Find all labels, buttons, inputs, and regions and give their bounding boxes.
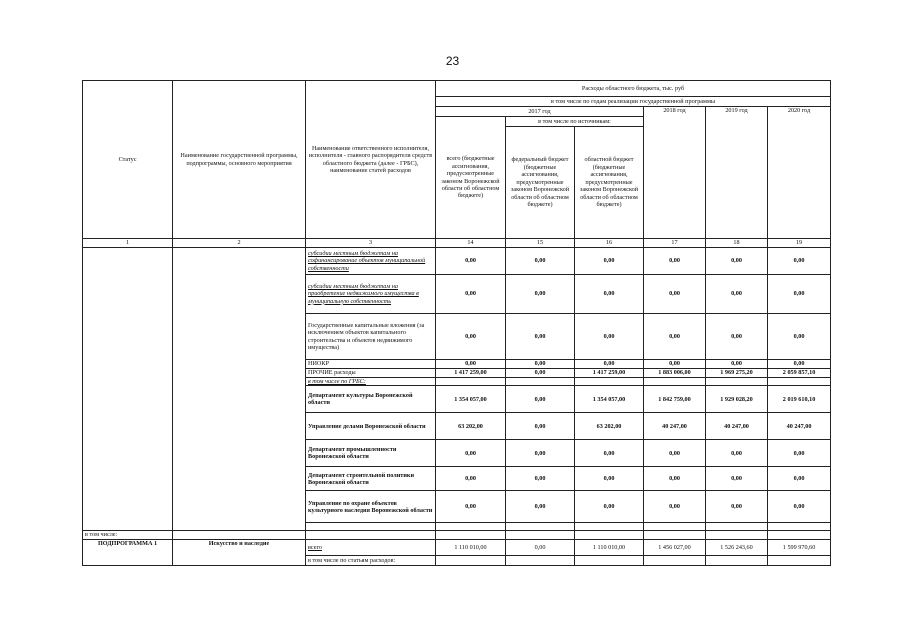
subprogram-value: 0,00: [506, 539, 575, 555]
grbs-value: 0,00: [506, 386, 575, 413]
header-expenses-title: Расходы областного бюджета, тыс. руб: [436, 81, 831, 97]
header-by-years: в том числе по годам реализации государственной программы: [436, 97, 831, 107]
row-value: 1 417 259,00: [575, 369, 644, 378]
grbs-value: 0,00: [644, 467, 706, 491]
grbs-value: 1 842 759,00: [644, 386, 706, 413]
grbs-note: в том числе по ГРБС:: [306, 378, 436, 386]
grbs-value: 0,00: [768, 440, 831, 467]
col-number: 1: [83, 239, 173, 248]
grbs-label: Департамент культуры Воронежской области: [306, 386, 436, 413]
col-number: 19: [768, 239, 831, 248]
grbs-value: 0,00: [644, 440, 706, 467]
grbs-label: Управление делами Воронежской области: [306, 413, 436, 440]
grbs-value: 0,00: [436, 491, 506, 523]
row-value: 0,00: [436, 248, 506, 275]
subprogram-name: Искусство и наследие: [173, 539, 306, 565]
grbs-value: 0,00: [575, 491, 644, 523]
grbs-label: Департамент промышленности Воронежской области: [306, 440, 436, 467]
col-number: 16: [575, 239, 644, 248]
row-value: 0,00: [768, 248, 831, 275]
row-value: 1 417 259,00: [436, 369, 506, 378]
header-by-sources: в том числе по источникам:: [506, 117, 644, 127]
col-number: 2: [173, 239, 306, 248]
grbs-value: 40 247,00: [706, 413, 768, 440]
grbs-value: 0,00: [575, 440, 644, 467]
row-value: 0,00: [436, 275, 506, 314]
row-value: 0,00: [506, 314, 575, 360]
row-value: 1 883 006,00: [644, 369, 706, 378]
row-value: 0,00: [506, 275, 575, 314]
grbs-value: 0,00: [706, 440, 768, 467]
row-value: 0,00: [644, 314, 706, 360]
grbs-value: 0,00: [768, 467, 831, 491]
grbs-label: Департамент строительной политики Воронежской области: [306, 467, 436, 491]
header-year-2020: 2020 год: [768, 107, 831, 239]
row-value: 0,00: [644, 248, 706, 275]
page-number: 23: [445, 54, 460, 68]
header-status: Статус: [83, 81, 173, 239]
row-value: 0,00: [768, 314, 831, 360]
header-executor: Наименование ответственного исполнителя, исполнителя - главного распорядителя средств областного бюджета (далее - ГРБС), наименование статей расходов: [306, 81, 436, 239]
col-number: 14: [436, 239, 506, 248]
header-total-col: всего (бюджетные ассигнования, предусмотренные законом Воронежской области об областном бюджете): [436, 117, 506, 239]
row-value: 0,00: [506, 248, 575, 275]
row-value: 0,00: [644, 360, 706, 369]
subprogram-label: всего: [306, 539, 436, 555]
subprogram-value: 1 456 027,00: [644, 539, 706, 555]
subprogram-value: 1 599 970,60: [768, 539, 831, 555]
grbs-value: 0,00: [506, 467, 575, 491]
col-number: 18: [706, 239, 768, 248]
program-name-cell-empty: [173, 248, 306, 531]
subprogram-value: 1 526 243,60: [706, 539, 768, 555]
row-value: 2 059 857,10: [768, 369, 831, 378]
row-value: 0,00: [575, 275, 644, 314]
row-value: 0,00: [575, 248, 644, 275]
articles-note: в том числе по статьям расходов:: [306, 555, 436, 565]
row-value: 0,00: [506, 360, 575, 369]
including-note: в том числе:: [83, 531, 173, 539]
subprogram-value: 1 110 010,00: [575, 539, 644, 555]
status-cell-empty: [83, 248, 173, 531]
grbs-value: 2 019 610,10: [768, 386, 831, 413]
header-federal-col: федеральный бюджет (бюджетные ассигнования, предусмотренные законом Воронежской области об областном бюджете): [506, 127, 575, 239]
header-program-name: Наименование государственной программы, подпрограммы, основного мероприятия: [173, 81, 306, 239]
row-value: 0,00: [768, 360, 831, 369]
col-number: 3: [306, 239, 436, 248]
col-number: 17: [644, 239, 706, 248]
grbs-value: 0,00: [768, 491, 831, 523]
header-year-2017: 2017 год: [436, 107, 644, 117]
row-value: 0,00: [706, 275, 768, 314]
subprogram-status: ПОДПРОГРАММА 1: [83, 539, 173, 565]
row-value: 0,00: [706, 360, 768, 369]
header-regional-col: областной бюджет (бюджетные ассигнования, предусмотренные законом Воронежской области об областном бюджете): [575, 127, 644, 239]
grbs-value: 1 354 057,00: [575, 386, 644, 413]
row-value: 0,00: [575, 360, 644, 369]
row-value: 0,00: [436, 360, 506, 369]
row-value: 0,00: [506, 369, 575, 378]
row-value: 1 969 275,20: [706, 369, 768, 378]
row-value: 0,00: [706, 248, 768, 275]
grbs-label: Управление по охране объектов культурного наследия Воронежской области: [306, 491, 436, 523]
header-year-2018: 2018 год: [644, 107, 706, 239]
grbs-value: 40 247,00: [768, 413, 831, 440]
row-label: субсидии местным бюджетам на приобретение недвижимого имущества в муниципальную собственность: [306, 275, 436, 314]
row-label: ПРОЧИЕ расходы: [306, 369, 436, 378]
grbs-value: 0,00: [436, 440, 506, 467]
row-value: 0,00: [768, 275, 831, 314]
row-value: 0,00: [706, 314, 768, 360]
subprogram-value: 1 110 010,00: [436, 539, 506, 555]
grbs-value: 0,00: [506, 440, 575, 467]
col-number: 15: [506, 239, 575, 248]
row-label: Государственные капитальные вложения (за исключением объектов капитального строительства и объектов недвижимого имущества): [306, 314, 436, 360]
grbs-value: 0,00: [575, 467, 644, 491]
row-label: НИОКР: [306, 360, 436, 369]
grbs-value: 0,00: [506, 413, 575, 440]
budget-table: [82, 80, 831, 566]
row-label: субсидии местным бюджетам на софинансирование объектов муниципальной собственности: [306, 248, 436, 275]
grbs-value: 0,00: [706, 491, 768, 523]
grbs-value: 1 929 028,20: [706, 386, 768, 413]
row-value: 0,00: [575, 314, 644, 360]
grbs-value: 0,00: [644, 491, 706, 523]
grbs-value: 0,00: [706, 467, 768, 491]
header-year-2019: 2019 год: [706, 107, 768, 239]
grbs-value: 0,00: [436, 467, 506, 491]
grbs-value: 0,00: [506, 491, 575, 523]
row-value: 0,00: [436, 314, 506, 360]
grbs-value: 63 202,00: [436, 413, 506, 440]
grbs-value: 40 247,00: [644, 413, 706, 440]
grbs-value: 63 202,00: [575, 413, 644, 440]
row-value: 0,00: [644, 275, 706, 314]
grbs-value: 1 354 057,00: [436, 386, 506, 413]
